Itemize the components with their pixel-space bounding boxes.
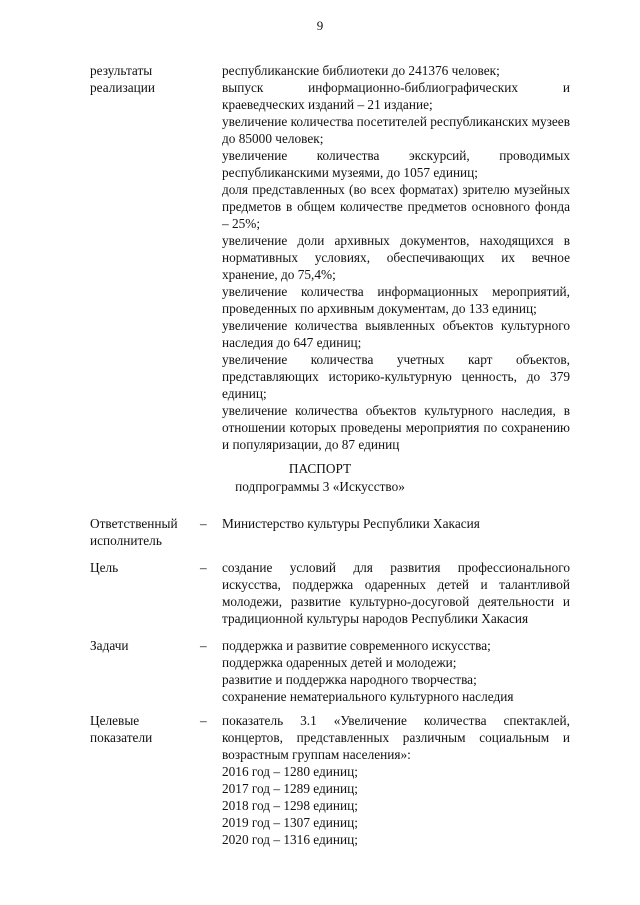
field-line: 2018 год – 1298 единиц; [222, 798, 358, 813]
results-section [90, 62, 570, 453]
field-content [222, 637, 570, 705]
results-label-line1: результаты [90, 63, 153, 78]
results-content [200, 62, 570, 453]
passport-title: ПАСПОРТ [288, 461, 352, 476]
field-label-line1: Задачи [90, 638, 129, 653]
field-line: 2016 год – 1280 единиц; [222, 764, 358, 779]
results-item: увеличение количества учетных карт объектов, представляющих историко-культурную ценность, до 379 единиц; [222, 352, 570, 401]
field-line: создание условий для развития профессионального искусства, поддержка одаренных детей и талантливой молодежи, развитие культурно-досуговой деятельности и традиционной культуры народов Республики Хакасия [222, 560, 570, 626]
field-goal [90, 559, 570, 627]
page-number: 9 [316, 18, 324, 33]
field-label-line1: Цель [90, 560, 119, 575]
field-line: поддержка одаренных детей и молодежи; [222, 655, 457, 670]
field-label [90, 559, 200, 576]
field-label [90, 712, 200, 746]
results-item: увеличение количества объектов культурного наследия, в отношении которых проведены мероприятия по сохранению и популяризации, до 87 единиц [222, 403, 570, 452]
field-dash: – [200, 516, 207, 531]
passport-subtitle: подпрограммы 3 «Искусство» [235, 479, 405, 494]
field-dash: – [200, 638, 207, 653]
field-tasks [90, 637, 570, 705]
field-line: 2017 год – 1289 единиц; [222, 781, 358, 796]
field-content [222, 559, 570, 627]
field-label [90, 515, 200, 549]
field-dash: – [200, 560, 207, 575]
field-line: показатель 3.1 «Увеличение количества спектаклей, концертов, представленных различным социальным и возрастным группам населения»: [222, 713, 570, 762]
results-item: увеличение количества информационных мероприятий, проведенных по архивным документам, до 133 единиц; [222, 284, 570, 316]
results-item: увеличение количества посетителей республиканских музеев до 85000 человек; [222, 114, 570, 146]
field-label-line2: исполнитель [90, 533, 162, 548]
field-content [222, 515, 570, 532]
field-content [222, 712, 570, 848]
field-label [90, 637, 200, 654]
results-item: республиканские библиотеки до 241376 человек; [222, 63, 500, 78]
results-item: доля представленных (во всех форматах) зрителю музейных предметов в общем количестве предметов основного фонда – 25%; [222, 182, 570, 231]
field-line: 2020 год – 1316 единиц; [222, 832, 358, 847]
field-line: Министерство культуры Республики Хакасия [222, 516, 480, 531]
results-item: выпуск информационно-библиографических и краеведческих изданий – 21 издание; [222, 80, 570, 112]
results-label-line2: реализации [90, 80, 155, 95]
field-label-line1: Ответственный [90, 516, 178, 531]
field-line: развитие и поддержка народного творчества; [222, 672, 477, 687]
results-item: увеличение количества экскурсий, проводимых республиканскими музеями, до 1057 единиц; [222, 148, 570, 180]
field-line: сохранение нематериального культурного наследия [222, 689, 514, 704]
results-label [90, 62, 200, 96]
field-dash: – [200, 713, 207, 728]
field-label-line2: показатели [90, 730, 153, 745]
field-line: 2019 год – 1307 единиц; [222, 815, 358, 830]
field-label-line1: Целевые [90, 713, 140, 728]
field-responsible [90, 515, 570, 549]
results-item: увеличение количества выявленных объектов культурного наследия до 647 единиц; [222, 318, 570, 350]
field-indicators [90, 712, 570, 848]
results-item: увеличение доли архивных документов, находящихся в нормативных условиях, обеспечивающих их вечное хранение, до 75,4%; [222, 233, 570, 282]
field-line: поддержка и развитие современного искусства; [222, 638, 491, 653]
